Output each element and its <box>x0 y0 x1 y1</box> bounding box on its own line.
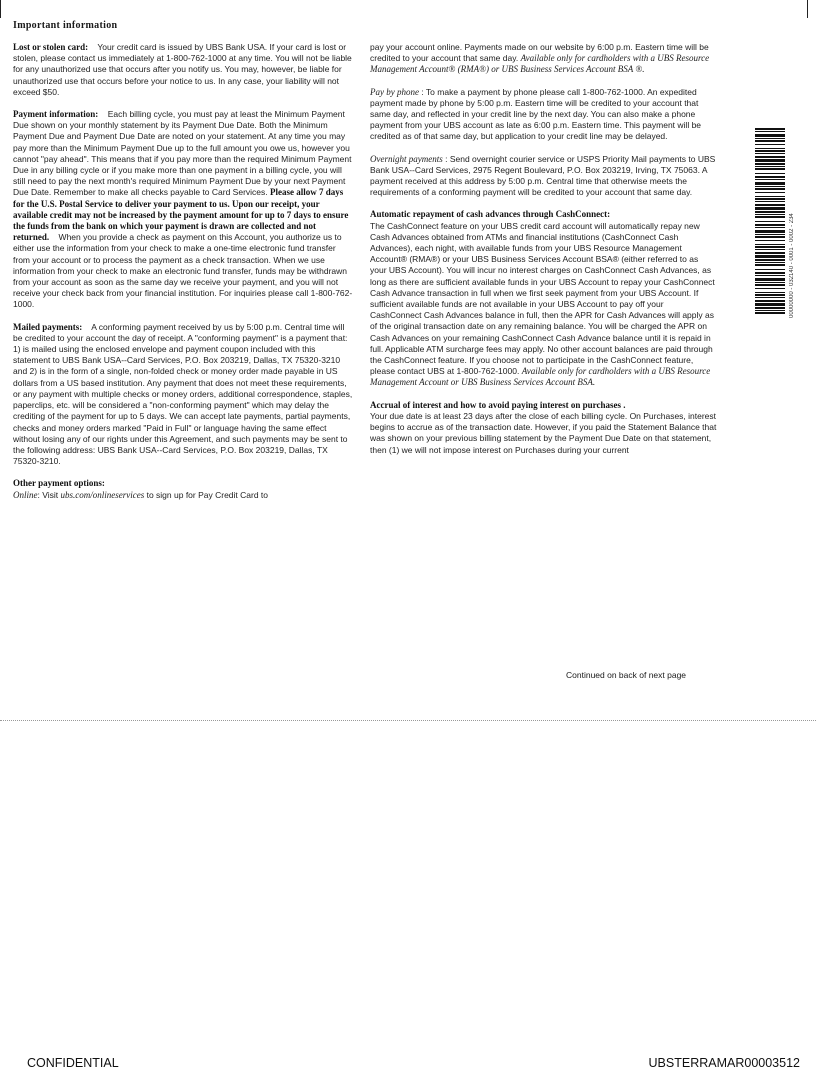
overnight-payments-body: : Send overnight courier service or USPS Priority Mail payments to UBS Bank USA--Card Services, 2975 Regent Boulevard, P.O. Box 203219, Irving, TX 75063. A payment received at this address by 5:00 p.m. Central time that otherwise meets the requirements of a conforming payment will be credited to your account that same day. <box>370 153 716 198</box>
barcode-bar <box>755 134 785 137</box>
barcode-bar <box>755 240 785 241</box>
barcode-bar <box>755 163 785 165</box>
crop-mark-top-right <box>807 0 808 18</box>
online-post: to sign up for Pay Credit Card to <box>144 489 269 500</box>
barcode-bar <box>755 284 785 286</box>
page-heading: Important information <box>13 20 118 31</box>
barcode-bar <box>755 198 785 200</box>
barcode-bar <box>755 128 785 130</box>
pay-by-phone-section <box>370 87 717 143</box>
barcode-bar <box>755 140 785 142</box>
lost-card-body: Your credit card is issued by UBS Bank USA. If your card is lost or stolen, please contact us immediately at 1-800-762-1000 at any time. You will not be liable for any unauthorized use that occurs after you notify us. You may, however, be liable for unauthorized use that occurs before your notice to us. In any case, your liability will not exceed $50. <box>13 42 352 97</box>
fold-line-divider <box>0 720 816 721</box>
barcode-bar <box>755 275 785 276</box>
right-column <box>370 42 717 467</box>
online-label: Online <box>13 489 38 500</box>
online-link[interactable]: ubs.com/onlineservices <box>60 489 145 500</box>
barcode-bar <box>755 186 785 187</box>
barcode-bar <box>755 234 785 235</box>
cashconnect-section <box>370 209 717 388</box>
accrual-section <box>370 400 717 456</box>
barcode-bar <box>755 159 785 162</box>
other-payment-section <box>13 478 353 500</box>
payment-info-title: Payment information: <box>13 109 99 120</box>
accrual-body: Your due date is at least 23 days after the close of each billing cycle. On Purchases, interest begins to accrue as of the transaction date. However, if you paid the Statement Balance that was shown on your previous billing statement by the Payment Due Date on that statement, then (1) we will not impose interest on Purchases during your current <box>370 410 717 455</box>
barcode-bar <box>755 269 785 270</box>
online-availability-note: Available only for cardholders with a UBS Resource Management Account® (RMA®) or UBS Business Services Account BSA ®. <box>370 53 710 75</box>
mailed-payments-body: A conforming payment received by us by 5:00 p.m. Central time will be credited to your account the day of receipt. A "conforming payment" is a payment that: 1) is mailed using the enclosed envelope and payment coupon included with this statement to UBS Bank USA--Card Services, P.O. Box 203219, Dallas, TX 75320-3210 and 2) is in the form of a single, non-folded check or money order made payable in US dollars from a US based institution. Any payment that does not meet these requirements, or any payment with multiple checks or money orders, additional correspondence, staples, paperclips, etc. will be considered a "non-conforming payment" which may delay the crediting of the payment for up to 5 days. We can accept late payments, partial payments, checks and money orders marked "Paid in Full" or language having the same effect without losing any of our rights under this Agreement, and such payments may be sent to the following address: UBS Bank USA--Card Services, P.O. Box 203219, Dallas, TX 75320-3210. <box>13 321 353 467</box>
accrual-title: Accrual of interest and how to avoid paying interest on purchases . <box>370 399 626 410</box>
barcode-bar <box>755 246 785 248</box>
overnight-payments-label: Overnight payments <box>370 153 443 164</box>
online-continued-body: pay your account online. Payments made on our website by 6:00 p.m. Eastern time will be credited to your account that same day. <box>370 42 709 64</box>
pay-by-phone-body: : To make a payment by phone please call 1-800-762-1000. An expedited payment made by phone by 5:00 p.m. Eastern time will be credited to your account that same day, and reflected in your credit line by the next day. You can also make a phone payment from your UBS account as late as 6:00 p.m. Eastern time. This payment will be credited as of that same day, but application to your credit line may be delayed. <box>370 86 702 142</box>
cashconnect-availability-note: Available only for cardholders with a UBS Resource Management Account or UBS Business Services Account BSA. <box>370 366 711 388</box>
barcode-bar <box>755 310 785 311</box>
barcode-bar <box>755 216 785 218</box>
barcode-bar <box>755 282 785 283</box>
barcode-bar <box>755 179 785 180</box>
barcode-bar <box>755 278 785 281</box>
continued-note: Continued on back of next page <box>566 670 687 680</box>
barcode-bar <box>755 312 785 314</box>
cashconnect-body: The CashConnect feature on your UBS credit card account will automatically repay new Cash Advances obtained from ATMs and financial institutions (CashConnect Cash Advances), each night, with available funds from your UBS Resource Management Account® (RMA®) or your UBS Business Services Account BSA® (either referred to as your UBS Account). You will incur no interest charges on CashConnect Cash Advances, as long as there are sufficient available funds in your UBS Account to repay your CashConnect Cash Advance transaction in full when we first seek payment from your UBS Account. If sufficient available funds are not available in your UBS Account to pay off your CashConnect Cash Advances balance in full, then the APR for Cash Advances will apply as of the original transaction date on any remaining balance. You will be charged the APR on Cash Advances on your remaining CashConnect Cash Advance balance until it is repaid in full. Applicable ATM surcharge fees may apply. No other account balances are paid through the CashConnect feature. If you choose not to participate in the CashConnect feature, please contact UBS at 1-800-762-1000. <box>370 220 715 377</box>
barcode-bar <box>755 153 785 154</box>
payment-info-body: Each billing cycle, you must pay at least the Minimum Payment Due shown on your monthly statement by its Payment Due Date. Both the Minimum Payment Due and Payment Due Date are noted on your statement. At any time you may pay more than the Minimum Payment Due up to the full amount you owe us, however you cannot "pay ahead". This means that if you pay more than the required Minimum Payment Due in any billing cycle or if you make more than one payment in a billing cycle, you will still need to pay the next month's required Minimum Payment Due by your next Payment Due Date. Remember to make all checks payable to Card Services. <box>13 109 352 198</box>
barcode-bar <box>755 300 785 302</box>
pay-by-phone-label: Pay by phone <box>370 86 419 97</box>
barcode-bar <box>755 144 785 145</box>
online-pre: : Visit <box>37 489 61 500</box>
barcode-bar <box>755 255 785 258</box>
barcode-bar <box>755 214 785 215</box>
barcode-bar <box>755 182 785 185</box>
left-column <box>13 42 353 512</box>
barcode-bar <box>755 297 785 298</box>
crop-mark-top-left <box>0 0 1 18</box>
barcode-bar <box>755 150 785 152</box>
barcode-bar <box>755 288 785 289</box>
barcode-bar <box>755 204 785 206</box>
barcode-bar <box>755 166 785 167</box>
barcode-bar <box>755 264 785 266</box>
lost-card-title: Lost or stolen card: <box>13 42 89 52</box>
barcode-bar <box>755 211 785 213</box>
barcode-bar <box>755 176 785 178</box>
barcode-bar <box>755 201 785 202</box>
online-continued-section <box>370 42 717 76</box>
mailed-payments-section <box>13 322 353 468</box>
other-payment-title: Other payment options: <box>13 478 105 489</box>
overnight-payments-section <box>370 154 717 199</box>
barcode-bar <box>755 207 785 210</box>
barcode-bar <box>755 252 785 254</box>
barcode-bar <box>755 192 785 193</box>
payment-info-section <box>13 109 353 311</box>
barcode-number: 00000000 - 032140 - 0001 - 0002 - 234 <box>789 213 795 318</box>
barcode-bar <box>755 307 785 309</box>
barcode-bar <box>755 236 785 238</box>
confidential-label: CONFIDENTIAL <box>27 1056 119 1070</box>
payment-info-bold: Please allow 7 days for the U.S. Postal Service to deliver your payment to us. Upon our receipt, your available credit may not be increased by the payment amount for up to 7 days to ensure the funds from the bank on which your payment is drawn are collected and not returned. <box>13 187 349 243</box>
barcode-bar <box>755 156 785 158</box>
barcode-bar <box>755 196 785 197</box>
barcode-bar <box>755 259 785 261</box>
barcode-bar <box>755 292 785 293</box>
bates-number: UBSTERRAMAR00003512 <box>648 1056 800 1070</box>
mailed-payments-title: Mailed payments: <box>13 321 83 332</box>
cashconnect-title: Automatic repayment of cash advances through CashConnect: <box>370 209 611 220</box>
barcode-bar <box>755 244 785 245</box>
barcode-bar <box>755 272 785 274</box>
barcode-bar <box>755 168 785 170</box>
barcode-bar <box>755 224 785 226</box>
payment-info-body-2: When you provide a check as payment on this Account, you authorize us to either use the information from your check to make a one-time electronic fund transfer from your account or to process the payment as a check transaction. When we use information from your check to make an electronic fund transfer, funds may be withdrawn from your account as soon as the same day we receive your payment, and you will not receive your check back from your financial institution. For inquiries please call 1-800-762-1000. <box>13 232 353 310</box>
barcode-bar <box>755 188 785 190</box>
barcode-bar <box>755 148 785 149</box>
barcode-bar <box>755 303 785 306</box>
barcode-bar <box>755 131 785 132</box>
barcode-bar <box>755 221 785 222</box>
barcode-bar <box>755 173 785 174</box>
barcode-bar <box>755 294 785 296</box>
barcode-bar <box>755 249 785 250</box>
barcode-bar <box>755 262 785 263</box>
barcode-bar <box>755 227 785 228</box>
barcode-bar <box>755 230 785 233</box>
barcode-bar <box>755 138 785 139</box>
lost-card-section <box>13 42 353 98</box>
